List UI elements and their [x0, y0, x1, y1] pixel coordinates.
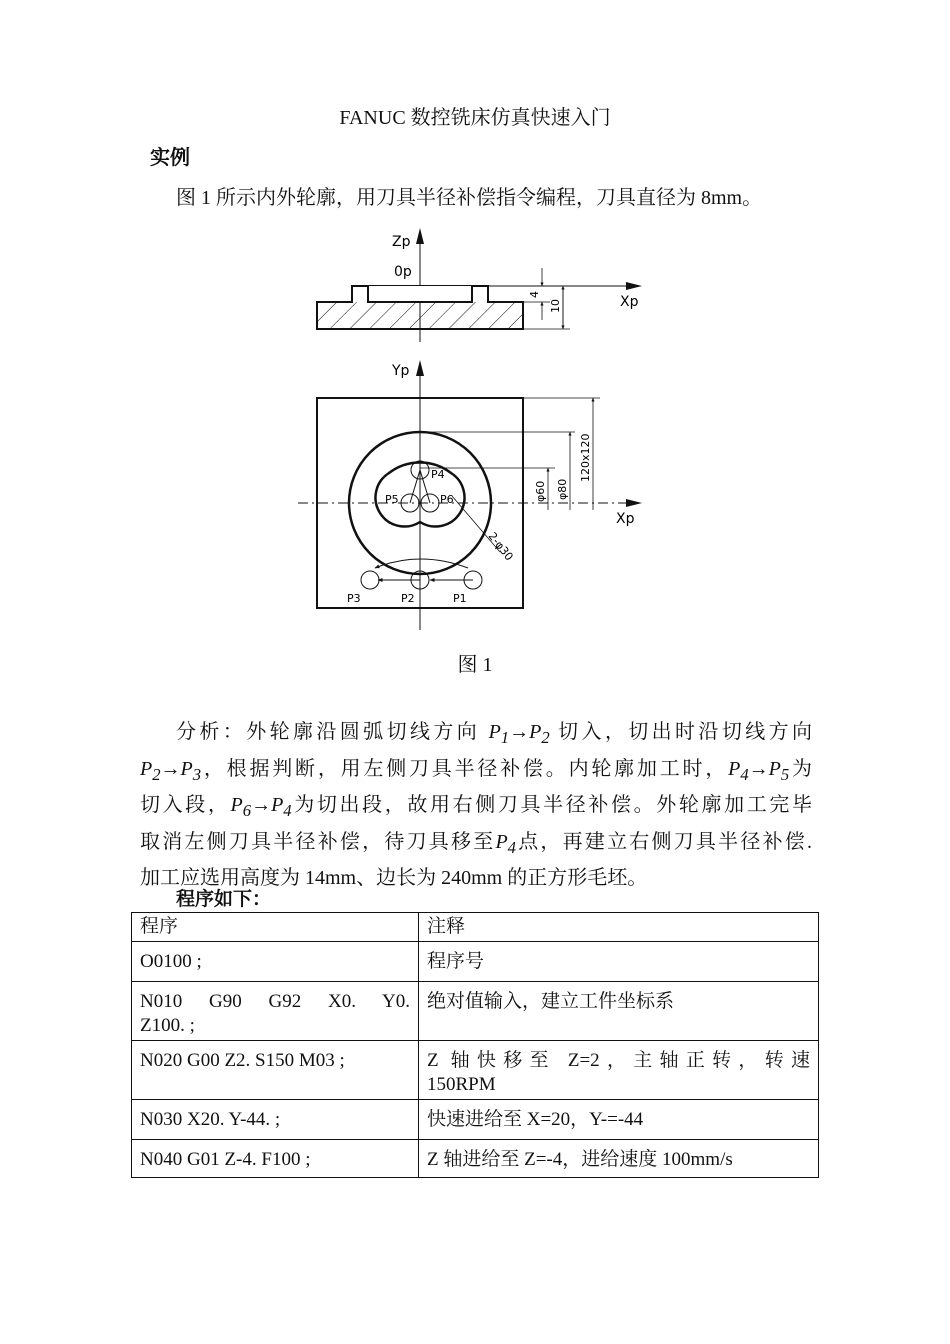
- section-heading: 实例: [150, 145, 190, 169]
- dim-phi60-label: φ60: [534, 480, 547, 502]
- analysis-line-3: 切入段，$P_6\to P_4$为切出段，故用右侧刀具半径补偿。外轮廓加工完毕: [140, 794, 813, 820]
- dim-4-label: 4: [528, 291, 541, 298]
- table-cell-program: N030 X20. Y-44. ;: [132, 1100, 419, 1140]
- table-cell-comment: 快速进给至 X=20，Y-=-44: [419, 1100, 819, 1140]
- table-row: [132, 1100, 819, 1140]
- dim-10-label: 10: [549, 299, 562, 313]
- analysis-line-2: $P_2\to P_3$，根据判断，用左侧刀具半径补偿。内轮廓加工时，$P_4\to P_5$为: [140, 757, 813, 784]
- table-cell-program: O0100 ;: [132, 942, 419, 982]
- zp-arrow-icon: [416, 228, 424, 244]
- table-row: [132, 982, 819, 1041]
- p3-label: P3: [347, 592, 361, 605]
- figure-1-drawing: [280, 220, 660, 640]
- plan-view: [298, 360, 642, 630]
- table-cell-comment: Z 轴快移至 Z=2，主轴正转，转速 150RPM: [419, 1041, 819, 1100]
- p6-label: P6: [440, 493, 454, 506]
- zp-label: Zp: [392, 234, 411, 250]
- p3-circle: [361, 571, 379, 589]
- table-header-comment: 注释: [419, 913, 819, 942]
- table-header-row: [132, 913, 819, 942]
- xp-arrow-bottom-icon: [626, 499, 642, 507]
- analysis-paragraph: [140, 717, 812, 895]
- yp-arrow-icon: [416, 360, 424, 376]
- p5-label: P5: [385, 493, 399, 506]
- p2-label: P2: [401, 592, 415, 605]
- xp-label-top: Xp: [620, 294, 639, 310]
- xp-arrow-top-icon: [626, 282, 642, 290]
- analysis-line-1: 分析：外轮廓沿圆弧切线方向 $P_1\to P_2$ 切入，切出时沿切线方向: [176, 721, 813, 747]
- section-view: [317, 228, 642, 342]
- dim-2phi30-label: 2-φ30: [485, 529, 516, 564]
- dim-phi80-label: φ80: [556, 478, 569, 500]
- table-row: [132, 942, 819, 982]
- dim-120-label: 120x120: [579, 433, 592, 482]
- p4-label: P4: [431, 468, 445, 481]
- analysis-line-5: 加工应选用高度为 14mm、边长为 240mm 的正方形毛坯。: [140, 867, 648, 889]
- yp-label: Yp: [392, 363, 410, 379]
- p1-label: P1: [453, 592, 467, 605]
- xp-label-bottom: Xp: [616, 511, 635, 527]
- analysis-line-4: 取消左侧刀具半径补偿，待刀具移至$P_4$点，再建立右侧刀具半径补偿.: [140, 830, 813, 857]
- intro-paragraph: 图 1 所示内外轮廓，用刀具半径补偿指令编程，刀具直径为 8mm。: [176, 187, 763, 209]
- table-cell-comment: 绝对值输入，建立工件坐标系: [419, 982, 819, 1041]
- op-label: 0p: [394, 264, 412, 280]
- table-cell-program: N040 G01 Z-4. F100 ;: [132, 1140, 419, 1178]
- program-table: [131, 912, 819, 1178]
- table-cell-program: N020 G00 Z2. S150 M03 ;: [132, 1041, 419, 1100]
- table-row: [132, 1041, 819, 1100]
- table-cell-program: N010 G90 G92 X0. Y0. Z100. ;: [132, 982, 419, 1041]
- figure-caption: 图 1: [457, 654, 493, 676]
- program-label: 程序如下：: [176, 888, 272, 910]
- table-header-program: 程序: [132, 913, 419, 942]
- table-cell-comment: 程序号: [419, 942, 819, 982]
- workpiece-hatch: [317, 302, 523, 329]
- page-title: FANUC 数控铣床仿真快速入门: [339, 107, 611, 129]
- table-row: [132, 1140, 819, 1178]
- table-cell-comment: Z 轴进给至 Z=-4，进给速度 100mm/s: [419, 1140, 819, 1178]
